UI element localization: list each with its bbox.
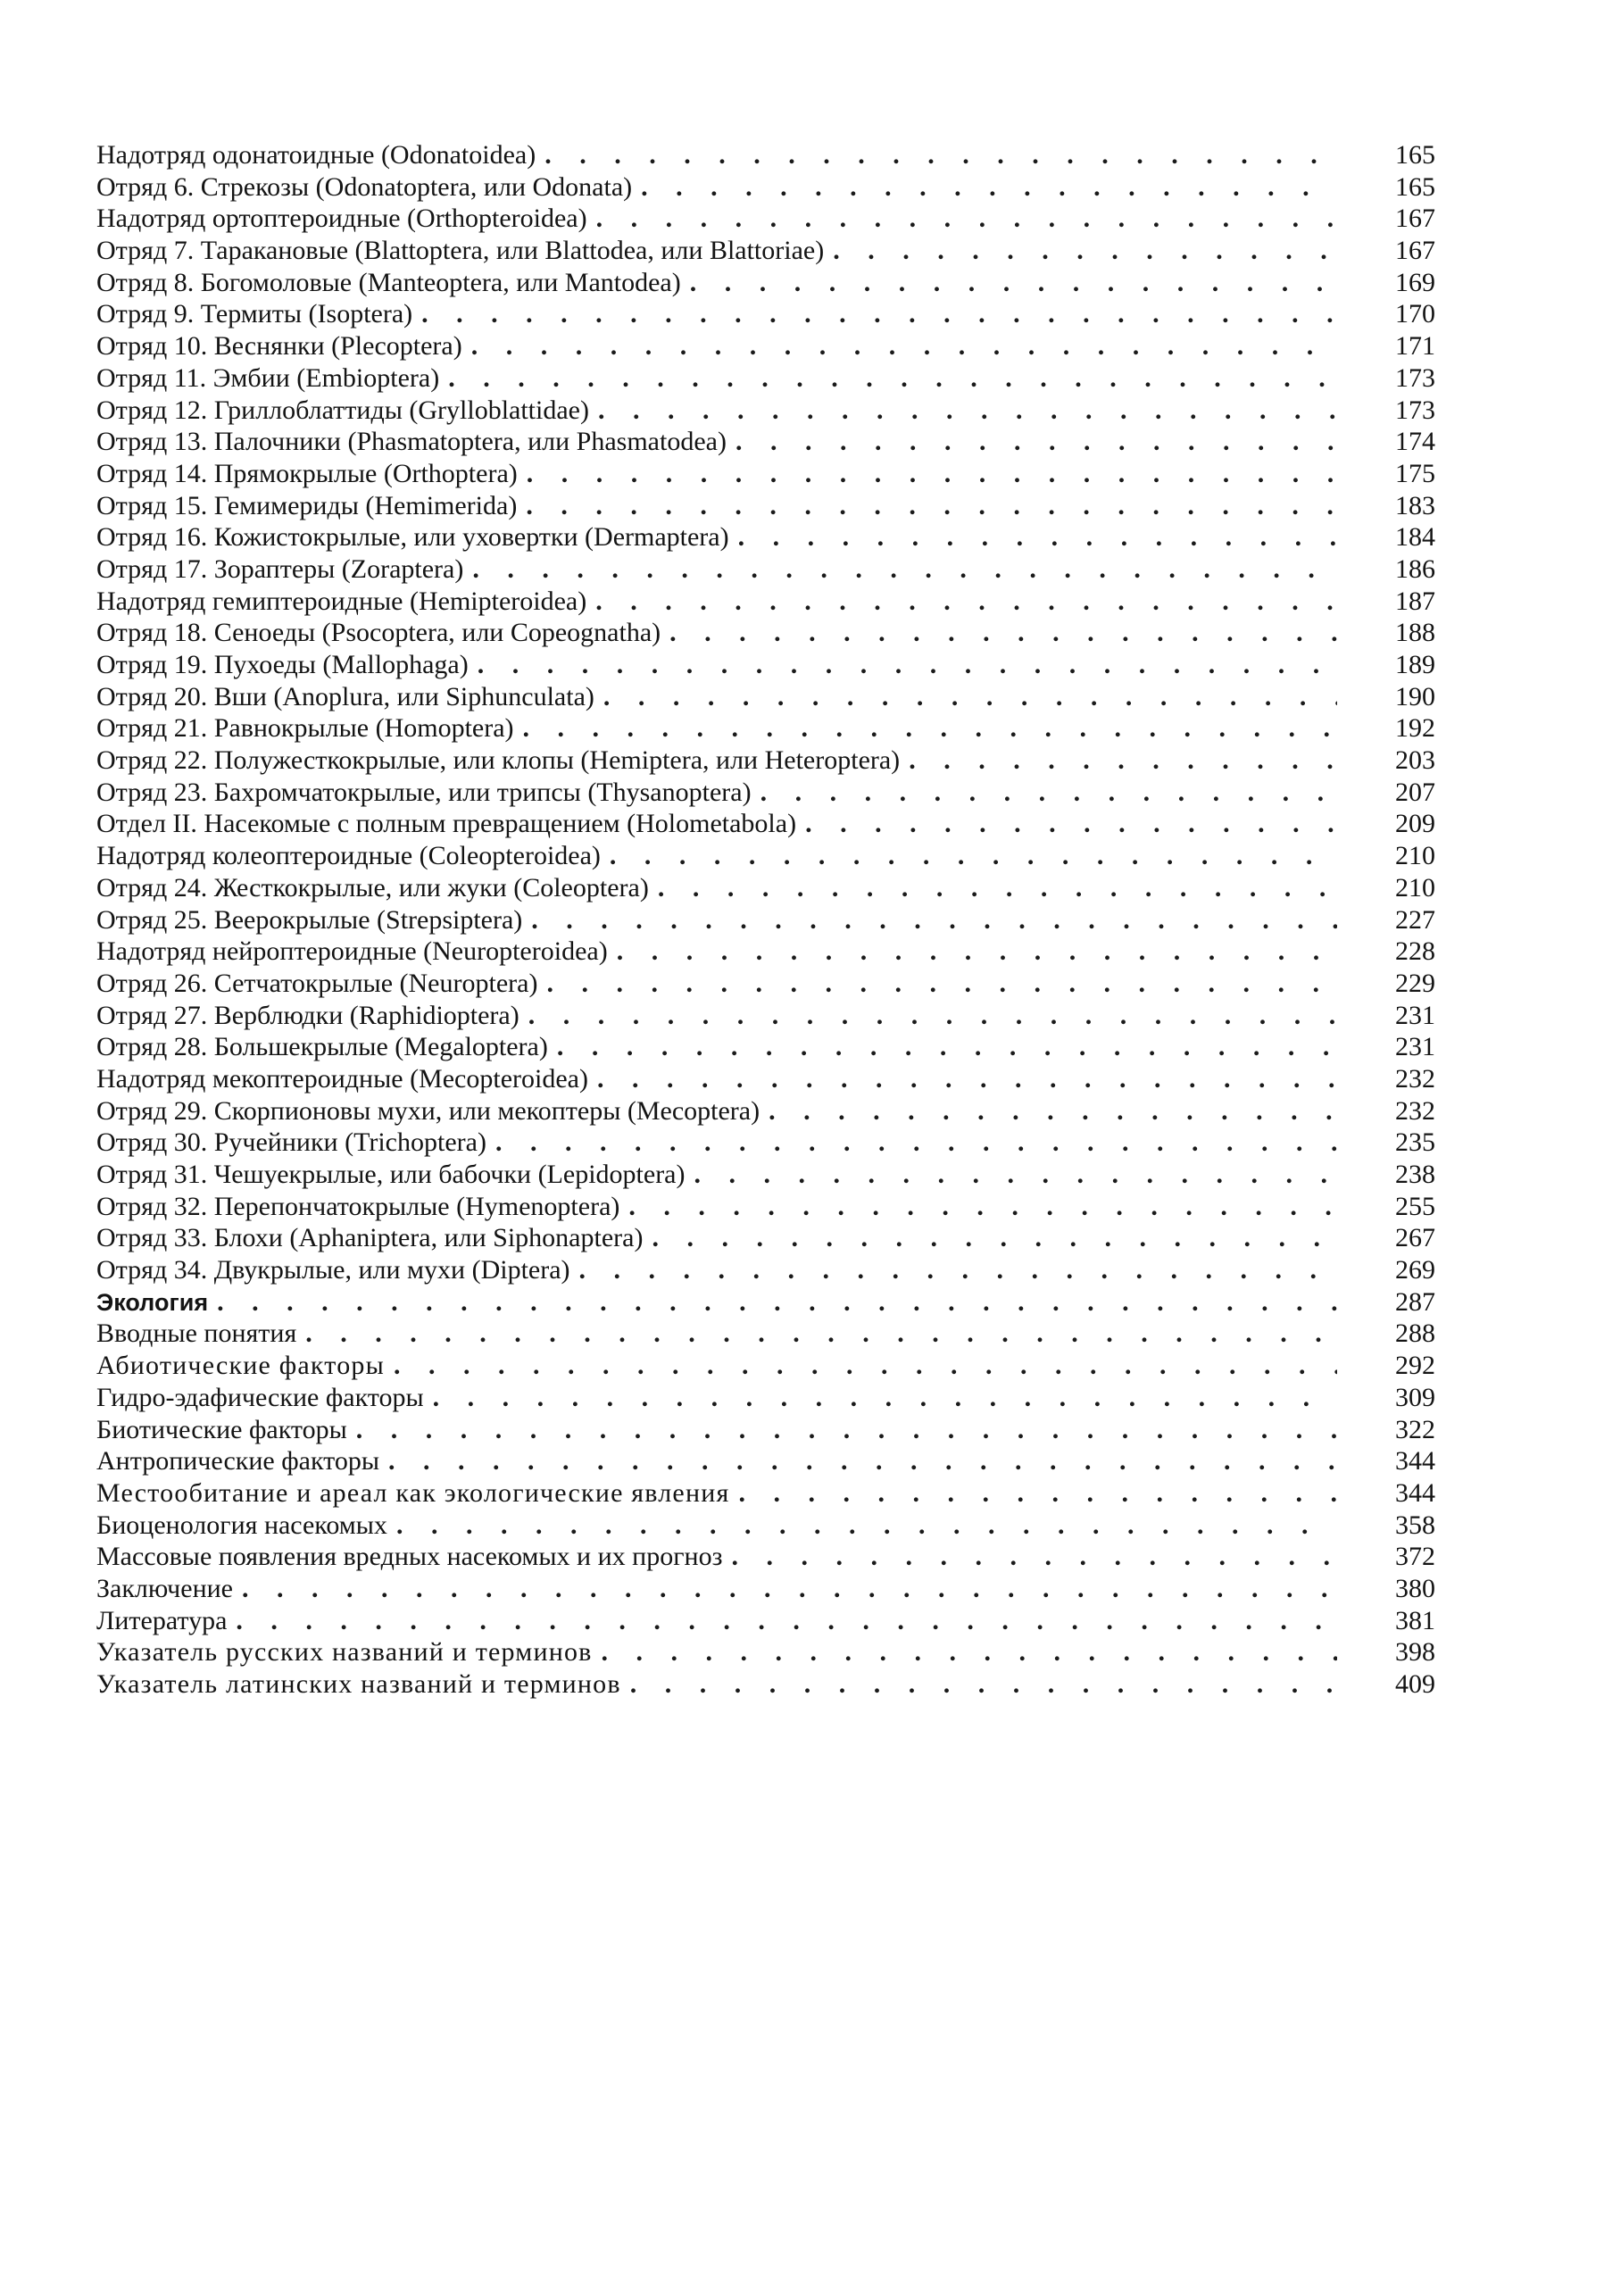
toc-entry-page-number: 210 bbox=[1395, 872, 1435, 903]
toc-entry-title: Вводные понятия bbox=[96, 1319, 297, 1349]
toc-dot-leader bbox=[296, 1318, 1337, 1350]
toc-entry bbox=[96, 1191, 1435, 1223]
toc-entry-page-number: 227 bbox=[1395, 904, 1435, 935]
toc-entry-title: Экология bbox=[96, 1288, 209, 1316]
toc-dot-leader bbox=[722, 1541, 1337, 1573]
toc-entry-page-number: 381 bbox=[1395, 1605, 1435, 1635]
toc-entry-page-number: 186 bbox=[1395, 553, 1435, 584]
toc-entry-page-number: 287 bbox=[1395, 1286, 1435, 1317]
toc-entry-title: Отряд 8. Богомоловые (Manteoptera, или Mantodea) bbox=[96, 267, 681, 297]
toc-entry-page-number: 173 bbox=[1395, 395, 1435, 425]
toc-entry-title: Массовые появления вредных насекомых и их прогноз bbox=[96, 1542, 723, 1572]
toc-entry-title: Отряд 20. Вши (Anoplura, или Siphunculata) bbox=[96, 681, 594, 711]
toc-entry bbox=[96, 1605, 1435, 1637]
toc-entry-title: Надотряд ортоптероидные (Orthopteroidea) bbox=[96, 204, 587, 234]
toc-entry bbox=[96, 139, 1435, 171]
toc-entry-page-number: 189 bbox=[1395, 650, 1435, 679]
toc-entry-page-number: 322 bbox=[1395, 1414, 1435, 1444]
toc-entry-title: Отряд 24. Жесткокрылые, или жуки (Coleoptera) bbox=[96, 872, 649, 903]
toc-dot-leader bbox=[486, 1127, 1337, 1159]
toc-dot-leader bbox=[537, 968, 1337, 1000]
toc-entry bbox=[96, 904, 1435, 936]
toc-dot-leader bbox=[412, 298, 1337, 330]
toc-dot-leader bbox=[649, 872, 1337, 904]
toc-entry-title: Отряд 12. Гриллоблаттиды (Grylloblattidae) bbox=[96, 395, 589, 425]
toc-entry-title: Отряд 15. Гемимериды (Hemimerida) bbox=[96, 490, 518, 520]
toc-dot-leader bbox=[589, 395, 1337, 427]
toc-entry bbox=[96, 840, 1435, 872]
toc-entry bbox=[96, 171, 1435, 204]
toc-dot-leader bbox=[686, 1159, 1338, 1191]
toc-dot-leader bbox=[824, 235, 1337, 267]
toc-entry-title: Отряд 31. Чешуекрылые, или бабочки (Lepidoptera) bbox=[96, 1160, 686, 1189]
toc-entry bbox=[96, 1510, 1435, 1542]
toc-entry bbox=[96, 808, 1435, 840]
toc-entry-title: Отряд 18. Сеноеды (Psocoptera, или Copeognatha) bbox=[96, 618, 661, 648]
toc-entry bbox=[96, 1159, 1435, 1191]
toc-entry-page-number: 183 bbox=[1395, 490, 1435, 520]
toc-dot-leader bbox=[588, 1063, 1337, 1095]
toc-entry bbox=[96, 712, 1435, 745]
toc-dot-leader bbox=[621, 1668, 1337, 1701]
toc-entry-title: Отряд 23. Бахромчатокрылые, или трипсы (Thysanoptera) bbox=[96, 777, 752, 807]
toc-entry-page-number: 288 bbox=[1395, 1319, 1435, 1349]
toc-entry-page-number: 184 bbox=[1395, 522, 1435, 553]
toc-dot-leader bbox=[518, 458, 1337, 490]
toc-entry-title: Указатель латинских названий и терминов bbox=[96, 1669, 621, 1699]
toc-dot-leader bbox=[661, 617, 1337, 649]
toc-entry-title: Надотряд одонатоидные (Odonatoidea) bbox=[96, 140, 536, 170]
toc-dot-leader bbox=[681, 267, 1337, 299]
toc-entry-page-number: 409 bbox=[1395, 1669, 1435, 1699]
toc-entry-title: Отдел II. Насекомые с полным превращением (Holometabola) bbox=[96, 809, 797, 839]
toc-dot-leader bbox=[227, 1605, 1337, 1637]
toc-dot-leader bbox=[727, 426, 1337, 458]
toc-entry-page-number: 238 bbox=[1395, 1160, 1435, 1189]
toc-entry bbox=[96, 1286, 1435, 1319]
toc-entry-title: Биоценология насекомых bbox=[96, 1510, 387, 1540]
toc-entry-title: Отряд 16. Кожистокрылые, или уховертки (Dermaptera) bbox=[96, 522, 729, 553]
toc-dot-leader bbox=[208, 1286, 1337, 1319]
toc-entry bbox=[96, 1127, 1435, 1159]
toc-entry bbox=[96, 1063, 1435, 1095]
toc-entry bbox=[96, 395, 1435, 427]
toc-entry-title: Местообитание и ареал как экологические явления bbox=[96, 1477, 730, 1508]
toc-entry-title: Отряд 29. Скорпионовы мухи, или мекоптеры (Mecoptera) bbox=[96, 1095, 760, 1126]
toc-entry bbox=[96, 1414, 1435, 1446]
toc-dot-leader bbox=[548, 1031, 1337, 1063]
toc-entry-title: Указатель русских названий и терминов bbox=[96, 1637, 593, 1668]
toc-entry-title: Отряд 6. Стрекозы (Odonatoptera, или Odonata) bbox=[96, 171, 633, 202]
toc-dot-leader bbox=[729, 521, 1337, 553]
toc-entry bbox=[96, 267, 1435, 299]
toc-entry-title: Отряд 7. Таракановые (Blattoptera, или Blattodea, или Blattoriae) bbox=[96, 236, 825, 266]
toc-entry-title: Надотряд нейроптероидные (Neuropteroidea) bbox=[96, 936, 608, 967]
toc-entry bbox=[96, 681, 1435, 713]
toc-entry-page-number: 232 bbox=[1395, 1063, 1435, 1094]
toc-entry-page-number: 398 bbox=[1395, 1637, 1435, 1668]
toc-entry bbox=[96, 426, 1435, 458]
toc-entry-title: Отряд 13. Палочники (Phasmatoptera, или Phasmatodea) bbox=[96, 427, 727, 457]
toc-entry bbox=[96, 1477, 1435, 1510]
toc-entry-page-number: 380 bbox=[1395, 1573, 1435, 1603]
toc-entry-page-number: 188 bbox=[1395, 618, 1435, 648]
toc-entry-page-number: 235 bbox=[1395, 1127, 1435, 1158]
toc-entry bbox=[96, 1382, 1435, 1414]
toc-entry-title: Заключение bbox=[96, 1573, 233, 1603]
toc-entry-page-number: 165 bbox=[1395, 140, 1435, 170]
toc-entry bbox=[96, 490, 1435, 522]
toc-entry-page-number: 232 bbox=[1395, 1095, 1435, 1126]
toc-dot-leader bbox=[463, 553, 1337, 586]
toc-entry bbox=[96, 617, 1435, 649]
toc-entry bbox=[96, 872, 1435, 904]
toc-entry bbox=[96, 553, 1435, 586]
toc-dot-leader bbox=[601, 840, 1337, 872]
toc-dot-leader bbox=[796, 808, 1337, 840]
toc-dot-leader bbox=[752, 777, 1337, 809]
toc-entry-title: Отряд 10. Веснянки (Plecoptera) bbox=[96, 331, 462, 362]
toc-dot-leader bbox=[608, 936, 1337, 968]
toc-entry bbox=[96, 1445, 1435, 1477]
toc-entry-page-number: 173 bbox=[1395, 362, 1435, 393]
toc-entry-title: Отряд 34. Двукрылые, или мухи (Diptera) bbox=[96, 1255, 570, 1285]
toc-entry-page-number: 228 bbox=[1395, 936, 1435, 967]
toc-entry bbox=[96, 330, 1435, 362]
toc-entry-title: Абиотические факторы bbox=[96, 1351, 385, 1381]
toc-entry-page-number: 167 bbox=[1395, 204, 1435, 234]
toc-dot-leader bbox=[233, 1573, 1337, 1605]
toc-entry bbox=[96, 649, 1435, 681]
toc-dot-leader bbox=[439, 362, 1337, 395]
toc-entry bbox=[96, 1000, 1435, 1032]
toc-entry-title: Отряд 19. Пухоеды (Mallophaga) bbox=[96, 650, 469, 679]
toc-entry-title: Отряд 22. Полужесткокрылые, или клопы (Hemiptera, или Heteroptera) bbox=[96, 745, 901, 776]
toc-entry bbox=[96, 745, 1435, 777]
toc-dot-leader bbox=[729, 1477, 1337, 1510]
toc-entry bbox=[96, 1636, 1435, 1668]
toc-entry-page-number: 344 bbox=[1395, 1446, 1435, 1477]
toc-dot-leader bbox=[632, 171, 1337, 204]
toc-dot-leader bbox=[517, 490, 1337, 522]
toc-entry bbox=[96, 362, 1435, 395]
toc-entry-page-number: 207 bbox=[1395, 777, 1435, 807]
toc-entry bbox=[96, 936, 1435, 968]
toc-entry-title: Надотряд гемиптероидные (Hemipteroidea) bbox=[96, 586, 587, 616]
toc-entry-page-number: 203 bbox=[1395, 745, 1435, 776]
toc-dot-leader bbox=[594, 681, 1337, 713]
toc-entry-page-number: 292 bbox=[1395, 1351, 1435, 1381]
toc-dot-leader bbox=[379, 1445, 1337, 1477]
toc-entry-title: Отряд 21. Равнокрылые (Homoptera) bbox=[96, 713, 514, 744]
toc-entry bbox=[96, 235, 1435, 267]
toc-entry bbox=[96, 586, 1435, 618]
toc-entry-page-number: 267 bbox=[1395, 1223, 1435, 1253]
toc-entry-page-number: 309 bbox=[1395, 1382, 1435, 1412]
toc-entry-page-number: 165 bbox=[1395, 171, 1435, 202]
toc-entry bbox=[96, 298, 1435, 330]
toc-entry bbox=[96, 1222, 1435, 1254]
toc-dot-leader bbox=[514, 712, 1337, 745]
toc-dot-leader bbox=[347, 1414, 1337, 1446]
toc-entry-page-number: 231 bbox=[1395, 1032, 1435, 1062]
toc-entry-title: Гидро-эдафические факторы bbox=[96, 1382, 424, 1412]
toc-entry bbox=[96, 1031, 1435, 1063]
toc-entry bbox=[96, 968, 1435, 1000]
toc-entry bbox=[96, 1254, 1435, 1286]
toc-dot-leader bbox=[387, 1510, 1337, 1542]
toc-entry bbox=[96, 458, 1435, 490]
toc-entry-page-number: 190 bbox=[1395, 681, 1435, 711]
toc-entry-page-number: 174 bbox=[1395, 427, 1435, 457]
toc-entry bbox=[96, 1541, 1435, 1573]
toc-dot-leader bbox=[570, 1254, 1337, 1286]
table-of-contents bbox=[96, 139, 1435, 1701]
toc-entry-page-number: 229 bbox=[1395, 968, 1435, 998]
toc-entry-title: Надотряд мекоптероидные (Mecopteroidea) bbox=[96, 1063, 588, 1094]
toc-entry-title: Отряд 27. Верблюдки (Raphidioptera) bbox=[96, 1000, 519, 1030]
toc-dot-leader bbox=[469, 649, 1337, 681]
toc-entry-page-number: 187 bbox=[1395, 586, 1435, 616]
toc-entry-page-number: 167 bbox=[1395, 236, 1435, 266]
toc-dot-leader bbox=[900, 745, 1337, 777]
toc-entry bbox=[96, 1095, 1435, 1127]
toc-entry-page-number: 169 bbox=[1395, 267, 1435, 297]
toc-entry-title: Отряд 14. Прямокрылые (Orthoptera) bbox=[96, 458, 518, 488]
toc-entry-title: Антропические факторы bbox=[96, 1446, 380, 1477]
toc-dot-leader bbox=[760, 1095, 1337, 1127]
toc-entry-page-number: 210 bbox=[1395, 841, 1435, 871]
toc-dot-leader bbox=[519, 1000, 1337, 1032]
toc-entry-title: Отряд 25. Веерокрылые (Strepsiptera) bbox=[96, 904, 523, 935]
toc-entry bbox=[96, 1668, 1435, 1701]
toc-entry-page-number: 175 bbox=[1395, 458, 1435, 488]
toc-entry-title: Литература bbox=[96, 1605, 228, 1635]
toc-dot-leader bbox=[462, 330, 1337, 362]
toc-entry bbox=[96, 203, 1435, 235]
toc-entry bbox=[96, 1318, 1435, 1350]
toc-dot-leader bbox=[424, 1382, 1337, 1414]
toc-entry-title: Отряд 28. Большекрылые (Megaloptera) bbox=[96, 1032, 548, 1062]
toc-entry-title: Отряд 9. Термиты (Isoptera) bbox=[96, 299, 413, 329]
toc-entry-page-number: 372 bbox=[1395, 1542, 1435, 1572]
toc-entry-title: Отряд 26. Сетчатокрылые (Neuroptera) bbox=[96, 968, 538, 998]
toc-entry-title: Биотические факторы bbox=[96, 1414, 347, 1444]
toc-entry-title: Отряд 11. Эмбии (Embioptera) bbox=[96, 362, 440, 393]
toc-entry-page-number: 358 bbox=[1395, 1510, 1435, 1540]
toc-dot-leader bbox=[385, 1350, 1337, 1382]
toc-entry bbox=[96, 1573, 1435, 1605]
toc-dot-leader bbox=[619, 1191, 1337, 1223]
toc-entry-title: Отряд 30. Ручейники (Trichoptera) bbox=[96, 1127, 486, 1158]
toc-dot-leader bbox=[643, 1222, 1337, 1254]
toc-entry bbox=[96, 1350, 1435, 1382]
toc-entry-page-number: 192 bbox=[1395, 713, 1435, 744]
toc-dot-leader bbox=[522, 904, 1337, 936]
toc-entry-title: Отряд 17. Зораптеры (Zoraptera) bbox=[96, 553, 464, 584]
toc-dot-leader bbox=[587, 203, 1337, 235]
toc-entry-page-number: 170 bbox=[1395, 299, 1435, 329]
toc-entry-title: Надотряд колеоптероидные (Coleopteroidea) bbox=[96, 841, 601, 871]
toc-entry-title: Отряд 33. Блохи (Aphaniptera, или Siphonaptera) bbox=[96, 1223, 644, 1253]
toc-entry-page-number: 255 bbox=[1395, 1191, 1435, 1221]
toc-entry-page-number: 344 bbox=[1395, 1477, 1435, 1508]
toc-entry bbox=[96, 521, 1435, 553]
toc-dot-leader bbox=[586, 586, 1337, 618]
toc-entry-page-number: 269 bbox=[1395, 1255, 1435, 1285]
toc-entry-page-number: 209 bbox=[1395, 809, 1435, 839]
toc-dot-leader bbox=[536, 139, 1337, 171]
toc-entry-page-number: 231 bbox=[1395, 1000, 1435, 1030]
toc-entry-title: Отряд 32. Перепончатокрылые (Hymenoptera) bbox=[96, 1191, 620, 1221]
toc-dot-leader bbox=[593, 1636, 1337, 1668]
toc-entry bbox=[96, 777, 1435, 809]
toc-entry-page-number: 171 bbox=[1395, 331, 1435, 362]
